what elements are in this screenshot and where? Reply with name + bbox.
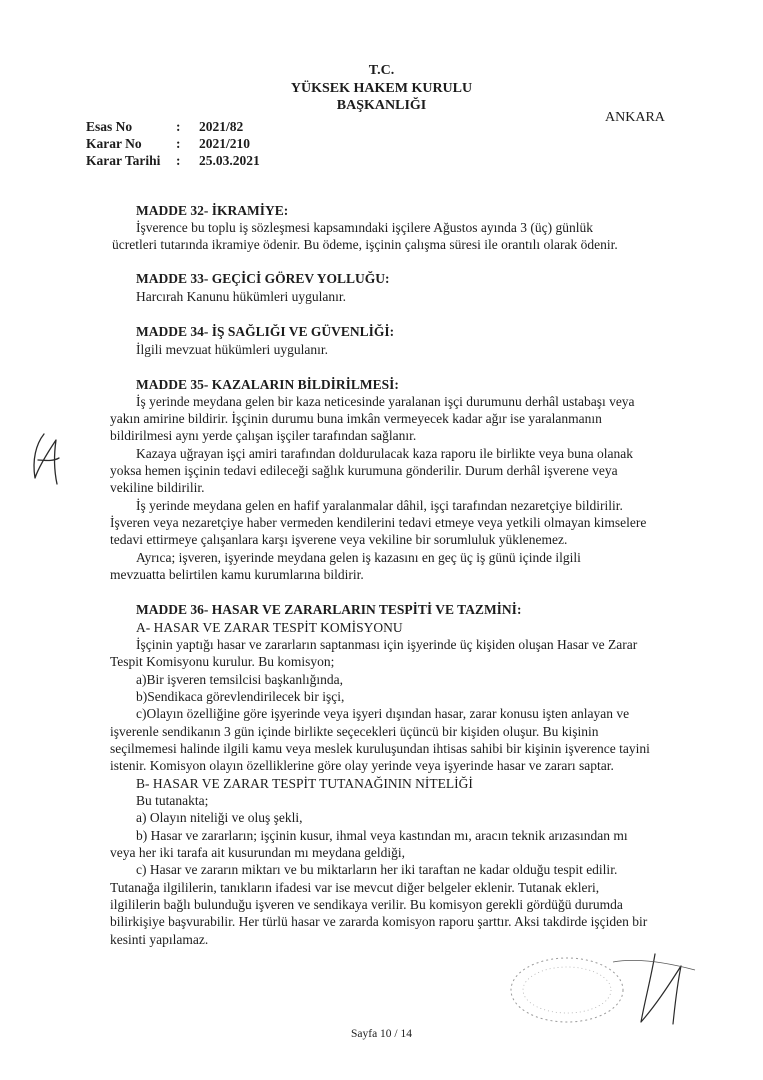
article-32-line: ücretleri tutarında ikramiye ödenir. Bu ödeme, işçinin çalışma süresi ile orantılı olarak ödenir. — [112, 237, 618, 252]
article-36-line: a) Olayın niteliği ve oluş şekli, — [136, 810, 303, 825]
article-36-line: İşçinin yaptığı hasar ve zararların saptanması için işyerinde üç kişiden oluşan Hasar ve Zarar — [136, 637, 638, 652]
article-35-line: İş yerinde meydana gelen en hafif yaralanmalar dâhil, işçi tarafından nezaretçiye bildirilir. — [136, 498, 623, 513]
article-36-subheading-a: A- HASAR VE ZARAR TESPİT KOMİSYONU — [136, 620, 403, 635]
article-36-line: kesinti yapılamaz. — [110, 932, 209, 947]
article-36-line: istenir. Komisyon olayın özelliklerine göre olay yerinde veya işyerinde hasar ve zararı saptar. — [110, 758, 614, 773]
meta-separator: : — [176, 153, 181, 168]
article-36-subheading-b: B- HASAR VE ZARAR TESPİT TUTANAĞININ NİTELİĞİ — [136, 776, 473, 791]
article-35-line: vekiline bildirilir. — [110, 480, 205, 495]
article-35-heading: MADDE 35- KAZALARIN BİLDİRİLMESİ: — [136, 377, 399, 392]
article-36-line: bilirkişiye başvurabilir. Her türlü hasar ve zararda komisyon raporu şarttır. Aksi takdirde işçiden bir — [110, 914, 648, 929]
location-label: ANKARA — [605, 110, 665, 125]
article-32-heading: MADDE 32- İKRAMİYE: — [136, 203, 289, 218]
article-36-line: b) Hasar ve zararların; işçinin kusur, ihmal veya kastından mı, aracın teknik arızasından mı — [136, 828, 628, 843]
meta-value: 2021/82 — [199, 119, 244, 134]
article-36-line: ilgililerin bağlı bulunduğu işveren ve sendikaya verilir. Bu komisyon gerekli gördüğü durumda — [110, 897, 623, 912]
article-35-line: tedavi ettirmeye çalışanlara karşı işverene veya vekiline bir sorumluluk yüklenemez. — [110, 532, 568, 547]
article-36-line: veya her iki tarafa ait kusurundan mı meydana geldiği, — [110, 845, 406, 860]
header-tc: T.C. — [368, 63, 395, 78]
article-35-line: İş yerinde meydana gelen bir kaza neticesinde yaralanan işçi durumunu derhâl ustabaşı veya — [136, 394, 635, 409]
article-33-line: Harcırah Kanunu hükümleri uygulanır. — [136, 289, 346, 304]
article-35-line: Ayrıca; işveren, işyerinde meydana gelen iş kazasını en geç üç iş günü içinde ilgili — [136, 550, 581, 565]
article-36-line: seçilmemesi halinde ilgili kamu veya meslek kuruluşundan ihtisas sahibi bir kişinin işverence tayini — [110, 741, 650, 756]
article-36-line: Tespit Komisyonu kurulur. Bu komisyon; — [110, 654, 335, 669]
article-34-heading: MADDE 34- İŞ SAĞLIĞI VE GÜVENLİĞİ: — [136, 324, 395, 339]
article-36-line: Tutanağa ilgililerin, tanıkların ifadesi var ise mevcut diğer belgeler eklenir. Tutanak ekleri, — [110, 880, 600, 895]
article-36-line: b)Sendikaca görevlendirilecek bir işçi, — [136, 689, 345, 704]
meta-label: Karar Tarihi — [86, 153, 161, 168]
handwritten-initial — [26, 430, 66, 490]
article-32-line: İşverence bu toplu iş sözleşmesi kapsamındaki işçilere Ağustos ayında 3 (üç) günlük — [136, 220, 594, 235]
meta-separator: : — [176, 119, 181, 134]
article-35-line: Kazaya uğrayan işçi amiri tarafından doldurulacak kaza raporu ile birlikte veya buna olanak — [136, 446, 634, 461]
meta-value: 25.03.2021 — [199, 153, 260, 168]
meta-value: 2021/210 — [199, 136, 251, 151]
meta-separator: : — [176, 136, 181, 151]
article-36-line: c) Hasar ve zararın miktarı ve bu miktarların her iki taraftan ne kadar olduğu tespit edilir. — [136, 862, 618, 877]
header-institution: YÜKSEK HAKEM KURULU — [290, 81, 473, 96]
article-36-line: Bu tutanakta; — [136, 793, 209, 808]
article-34-line: İlgili mevzuat hükümleri uygulanır. — [136, 342, 328, 357]
article-35-line: mevzuatta belirtilen kamu kurumlarına bildirir. — [110, 567, 364, 582]
article-33-heading: MADDE 33- GEÇİCİ GÖREV YOLLUĞU: — [136, 271, 390, 286]
article-35-line: İşveren veya nezaretçiye haber vermeden kendilerini tedavi etmeye veya yetkili olmayan kimselere — [110, 515, 647, 530]
article-36-heading: MADDE 36- HASAR VE ZARARLARIN TESPİTİ VE TAZMİNİ: — [136, 602, 522, 617]
article-36-line: c)Olayın özelliğine göre işyerinde veya işyeri dışından hasar, zarar konusu işten anlayan ve — [136, 706, 630, 721]
stamp-signature — [505, 948, 705, 1028]
meta-label: Karar No — [86, 136, 142, 151]
article-35-line: bildirilmesi aynı yerde çalışan işçiler tarafından sağlanır. — [110, 428, 417, 443]
article-35-line: yoksa hemen işçinin tedavi edileceği sağlık kurumuna gönderilir. Durum derhâl işverene veya — [110, 463, 618, 478]
article-36-line: işverenle sendikanın 3 gün içinde birlikte seçecekleri üçüncü bir kişiden oluşur. Bu kişinin — [110, 724, 599, 739]
meta-label: Esas No — [86, 119, 133, 134]
article-35-line: yakın amirine bildirir. İşçinin durumu buna imkân vermeyecek kadar ağır ise yaralanmanın — [110, 411, 602, 426]
page-number: Sayfa 10 / 14 — [350, 1028, 412, 1040]
header-department: BAŞKANLIĞI — [336, 98, 427, 113]
article-36-line: a)Bir işveren temsilcisi başkanlığında, — [136, 672, 343, 687]
